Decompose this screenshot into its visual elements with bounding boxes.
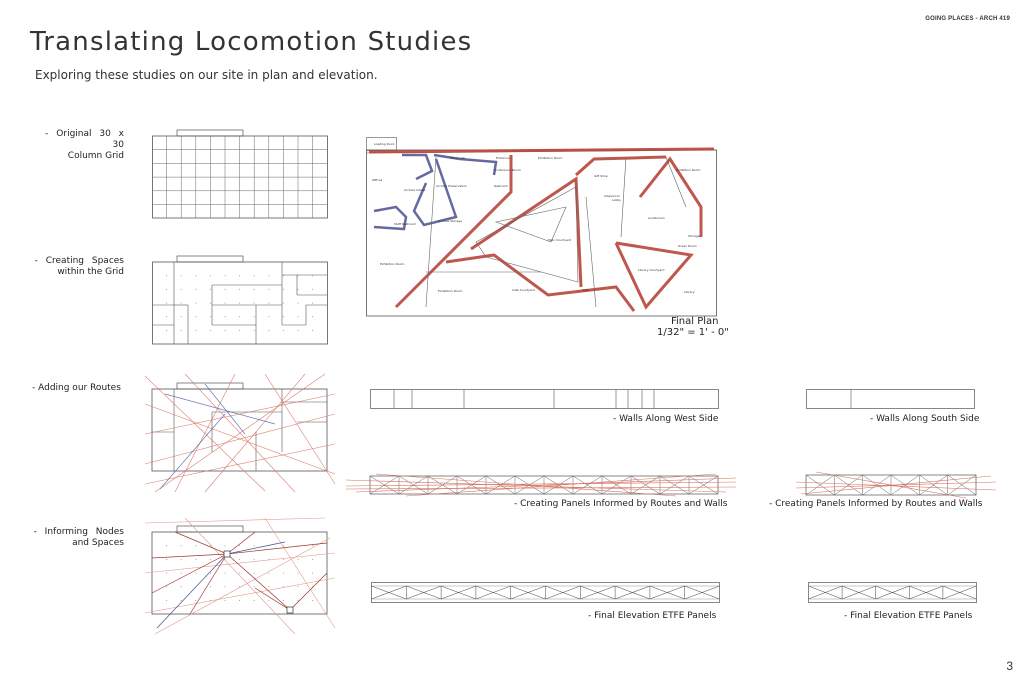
- plan-room-label: Lobby: [612, 198, 622, 202]
- plan-scale: 1/32" = 1' - 0": [657, 327, 729, 338]
- caption-south-walls: - Walls Along South Side: [870, 414, 980, 424]
- elevation-south-final: [808, 582, 978, 606]
- elevation-west-panels: [346, 472, 736, 498]
- plan-room-label: Exhibition Room: [438, 289, 463, 293]
- plan-room-label: Entrance: [496, 156, 510, 160]
- caption-south-final: - Final Elevation ETFE Panels: [844, 611, 973, 621]
- plan-room-label: Loading Dock: [374, 142, 395, 146]
- step-label-informing-nodes: [32, 527, 124, 549]
- elevation-west-walls: [370, 389, 720, 411]
- step-label-line2: Column Grid: [67, 151, 124, 161]
- step-label-line2: and Spaces: [72, 538, 124, 548]
- plan-room-label: Library: [684, 290, 695, 294]
- plan-room-label: Auditorium: [648, 216, 665, 220]
- plan-room-label: Library Courtyard: [638, 268, 665, 272]
- header-course-tag: GOING PLACES - ARCH 419: [925, 16, 1010, 22]
- diagram-informing-nodes: [145, 518, 335, 636]
- plan-room-label: Gift Shop: [594, 174, 608, 178]
- plan-room-label: Archive Preservation: [436, 184, 467, 188]
- diagram-adding-routes: [145, 374, 335, 492]
- elevation-south-panels: [796, 470, 996, 500]
- plan-room-label: Archive Intake: [404, 188, 426, 192]
- step-label-line2: within the Grid: [57, 267, 124, 277]
- step-label-line1: - Creating Spaces: [34, 256, 124, 266]
- plan-room-label: Classroom: [604, 194, 620, 198]
- plan-room-label: Green Room: [678, 244, 697, 248]
- step-label-line1: - Adding our Routes: [32, 383, 121, 393]
- caption-south-panels: - Creating Panels Informed by Routes and Walls: [769, 499, 983, 509]
- plan-room-label: Main Courtyard: [548, 238, 572, 242]
- page-number: 3: [1006, 659, 1013, 673]
- plan-room-label: Café Courtyard: [512, 288, 535, 292]
- plan-room-label: Staff Restroom: [394, 222, 417, 226]
- caption-west-walls: - Walls Along West Side: [613, 414, 719, 424]
- page-subtitle: Exploring these studies on our site in plan and elevation.: [35, 68, 378, 82]
- step-label-original-grid: [32, 129, 124, 162]
- step-label-line1: - Original 30 x 30: [45, 129, 124, 150]
- plan-room-label: Exhibition Room: [380, 262, 405, 266]
- plan-title: Final Plan: [671, 316, 719, 327]
- elevation-south-walls: [806, 389, 976, 411]
- page-title: Translating Locomotion Studies: [30, 27, 473, 57]
- caption-west-final: - Final Elevation ETFE Panels: [588, 611, 717, 621]
- caption-west-panels: - Creating Panels Informed by Routes and Walls: [514, 499, 728, 509]
- diagram-original-grid: [152, 129, 328, 219]
- plan-room-label: Café: [582, 288, 589, 292]
- step-label-adding-routes: [32, 383, 124, 394]
- plan-room-label: Restroom: [494, 184, 509, 188]
- step-label-creating-spaces: [32, 256, 124, 278]
- plan-room-label: Offices: [372, 178, 383, 182]
- step-label-line1: - Informing Nodes: [33, 527, 124, 537]
- plan-room-label: Exhibition Room: [538, 156, 563, 160]
- plan-room-label: Storage: [688, 234, 700, 238]
- diagram-creating-spaces: [152, 255, 328, 345]
- final-plan: [366, 137, 718, 317]
- elevation-west-final: [371, 582, 721, 606]
- plan-room-label: Archive Storage: [438, 219, 462, 223]
- plan-room-label: Exhibition Room: [676, 168, 701, 172]
- plan-room-label: Study Lab: [450, 156, 466, 160]
- plan-room-label: Conference Room: [494, 168, 521, 172]
